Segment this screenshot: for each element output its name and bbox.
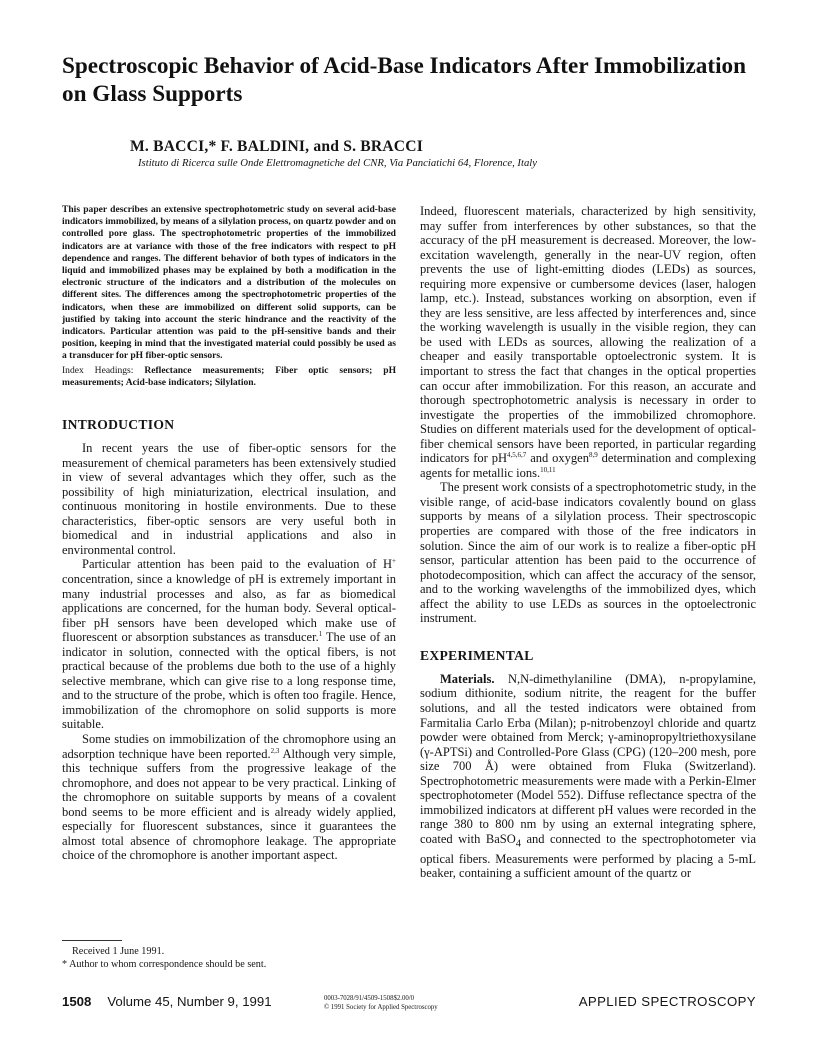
abstract: This paper describes an extensive spectrophotometric study on several acid-base indicators immobilized, by means of a silylation process, on quartz powder and on controlled pore glass. The spectrophotometric properties of the immobilized indicators are at variance with those of the free indicators with respect to pH dependence and ranges. The different behavior of both types of indicators in the liquid and immobilized phases may be explained by both a modification in the electronic structure of the indicators and a distribution of the molecules on different sites. The differences among the spectrophotometric properties of the indicators, when these are immobilized on different solid supports, can be justified by taking into account the steric hindrance and the reactivity of the indicators. Particular attention was paid to the pH-sensitive bands and their position, keeping in mind that the investigated material could possibly be used as a transducer for pH fiber-optic sensors.	[62, 204, 396, 362]
materials-label: Materials.	[440, 671, 495, 686]
intro-paragraph-1: In recent years the use of fiber-optic sensors for the measurement of chemical parameters has been extensively studied in view of several advantages which they offer, such as the possibility of high miniaturization, electrical insulation, and continuous monitoring in hostile environments. Due to these characteristics, fiber-optic sensors are very useful both in biomedical and in industrial applications and also in environmental control.	[62, 441, 396, 557]
right-column	[420, 204, 756, 881]
intro-paragraph-3: Some studies on immobilization of the chromophore using an adsorption technique have been reported.$^{2,3}$ Although very simple, this technique suffers from the progressive leakage of the chromophore, and does not appear to be very practical. Linking of the chromophore on suitable supports by means of a covalent bond seems to be more efficient and is already widely applied, especially for fluorescent substances, since it guarantees the almost total absence of chromophore leakage. The appropriate choice of the chromophore is another important aspect.	[62, 731, 396, 863]
footnote-divider	[62, 940, 122, 941]
volume-info: Volume 45, Number 9, 1991	[107, 994, 272, 1009]
footnote-received: Received 1 June 1991.	[72, 946, 165, 957]
left-column	[62, 204, 396, 863]
citation-ref: 1	[318, 630, 323, 639]
intro-paragraph-4: Indeed, fluorescent materials, characterized by high sensitivity, may suffer from interferences by other substances, so that the accuracy of the pH measurement is decreased. Moreover, the low-excitation wavelength, generally in the near-UV region, often prevents the use of light-emitting diodes (LEDs) as sources, requiring more expensive or cumbersome devices (laser, halogen lamp, etc.). Instead, substances working on absorption, even if they are less sensitive, are less affected by interferences and, since the working wavelength is usually in the visible region, they can be used with LEDs as sources, allowing the realization of a cheaper and easily transportable optoelectronic system. It is important to stress the fact that changes in the optical properties can occur after immobilization. For this reason, an accurate and thorough spectrophotometric analysis is necessary in order to investigate the properties of the immobilized chromophore. Studies on different materials used for the development of optical-fiber chemical sensors have been reported, in particular regarding indicators for pH$^{4,5,6,7}$ and oxygen$^{8,9}$ determination and complexing agents for metallic ions.$^{10,11}$	[420, 204, 757, 480]
footnote-correspondence: * Author to whom correspondence should be sent.	[62, 959, 267, 970]
copyright-notice: © 1991 Society for Applied Spectroscopy	[324, 1004, 438, 1011]
citation-ref: 10,11	[540, 465, 556, 474]
intro-paragraph-2: Particular attention has been paid to the evaluation of H+ concentration, since a knowledge of pH is extremely important in many industrial processes and also, as far as biomedical applications are concerned, for the human body. Several optical-fiber pH sensors have been developed which make use of fluorescent or absorption substances as transducer.$^1$ The use of an indicator in solution, connected with the optical fibers, is not practical because of the problems due both to the use of a highly selective membrane, which can give rise to a long response time, and to the structure of the probe, which is often too fragile. Hence, immobilization of the chromophore on solid supports is more suitable.	[62, 557, 396, 732]
index-headings-label: Index Headings:	[62, 364, 134, 376]
citation-ref: 4,5,6,7	[507, 451, 527, 460]
journal-name: APPLIED SPECTROSCOPY	[578, 994, 756, 1009]
page-footer-left	[62, 994, 272, 1010]
page-number: 1508	[62, 994, 92, 1009]
citation-ref: 8,9	[588, 451, 598, 460]
page-footer-middle	[324, 994, 438, 1012]
introduction-heading: INTRODUCTION	[62, 417, 175, 433]
author-affiliation: Istituto di Ricerca sulle Onde Elettromagnetiche del CNR, Via Panciatichi 64, Florence, Italy	[138, 157, 537, 169]
experimental-heading: EXPERIMENTAL	[420, 647, 534, 663]
index-headings-terms: Reflectance measurements; Fiber optic sensors; pH measurements; Acid-base indicators; Silylation.	[62, 364, 396, 388]
citation-ref: 2,3	[270, 746, 280, 755]
author-list: M. BACCI,* F. BALDINI, and S. BRACCI	[130, 138, 423, 155]
superscript: +	[392, 557, 396, 566]
subscript: 4	[515, 838, 521, 850]
index-headings	[62, 365, 396, 389]
article-code: 0003-7028/91/4509-1508$2.00/0	[324, 995, 415, 1002]
intro-paragraph-5: The present work consists of a spectrophotometric study, in the visible range, of acid-base indicators covalently bound on glass supports by means of a silylation process. Their spectroscopic properties are compared with those of the free indicators in solution. Since the aim of our work is to realize a fiber-optic pH sensor, particular attention has been paid to the occurrence of photodecomposition, which can affect the accuracy of the sensor, and to the working wavelengths of the immobilized dyes, which affect the ability to use LEDs as sources in the optoelectronic instrument.	[420, 480, 756, 626]
article-title: Spectroscopic Behavior of Acid-Base Indicators After Immobilization on Glass Supports	[62, 53, 746, 107]
materials-paragraph: Materials. N,N-dimethylaniline (DMA), n-propylamine, sodium dithionite, sodium nitrite, the reagent for the buffer solutions, and all the tested indicators were obtained from Farmitalia Carlo Erba (Milan); p-nitrobenzoyl chloride and quartz powder were obtained from Merck; γ-aminopropyltriethoxysilane (γ-APTSi) and Controlled-Pore Glass (CPG) (120–200 mesh, pore size 700 Å) were obtained from Fluka (Switzerland). Spectrophotometric measurements were made with a Perkin-Elmer spectrophotometer (Model 552). Diffuse reflectance spectra of the immobilized indicators at different pH values were recorded in the range 380 to 800 nm by using an external integrating sphere, coated with BaSO$_4$ and connected to the spectrophotometer via optical fibers. Measurements were performed by placing a 5-mL beaker, containing a sufficient amount of the quartz or	[420, 671, 756, 881]
